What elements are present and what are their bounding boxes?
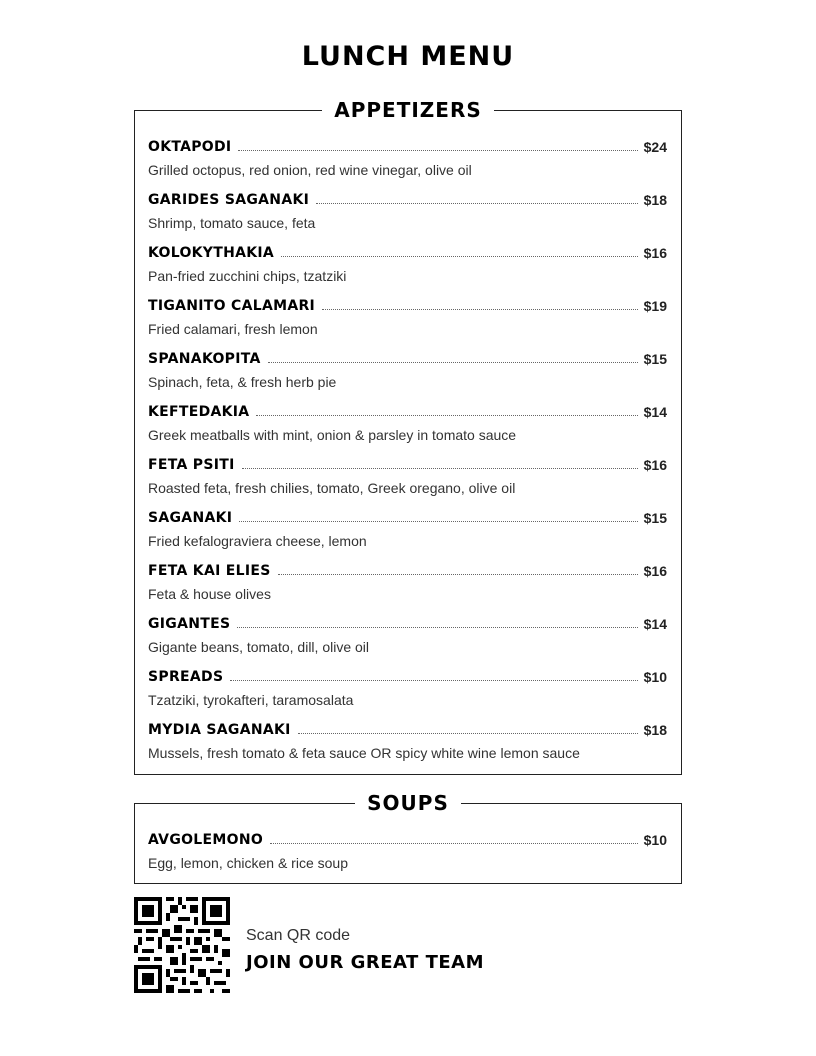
menu-item <box>148 399 667 452</box>
dotted-leader <box>322 309 638 310</box>
menu-item <box>148 346 667 399</box>
item-price: $15 <box>643 351 667 367</box>
item-description: Egg, lemon, chicken & rice soup <box>148 855 348 871</box>
dotted-leader <box>281 256 638 257</box>
item-description: Spinach, feta, & fresh herb pie <box>148 374 337 390</box>
menu-item <box>148 611 667 664</box>
item-price: $16 <box>643 245 667 261</box>
item-description: Greek meatballs with mint, onion & parsley in tomato sauce <box>148 427 517 443</box>
item-name: FETA PSITI <box>148 457 235 473</box>
item-name: OKTAPODI <box>148 139 232 155</box>
section-title-soups: SOUPS <box>355 790 461 816</box>
menu-item <box>148 187 667 240</box>
qr-code-icon[interactable] <box>134 896 230 994</box>
menu-item <box>148 717 667 770</box>
item-price: $10 <box>643 669 667 685</box>
dotted-leader <box>238 150 637 151</box>
dotted-leader <box>316 203 638 204</box>
item-name: SPANAKOPITA <box>148 351 261 367</box>
item-description: Grilled octopus, red onion, red wine vinegar, olive oil <box>148 162 472 178</box>
item-description: Tzatziki, tyrokafteri, taramosalata <box>148 692 354 708</box>
section-title-appetizers: APPETIZERS <box>322 97 494 123</box>
join-team-link[interactable]: JOIN OUR GREAT TEAM <box>246 952 484 973</box>
menu-item <box>148 664 667 717</box>
item-name: GARIDES SAGANAKI <box>148 192 310 208</box>
menu-item <box>148 558 667 611</box>
dotted-leader <box>298 733 638 734</box>
dotted-leader <box>242 468 638 469</box>
soups-section <box>134 791 682 884</box>
dotted-leader <box>256 415 637 416</box>
item-price: $24 <box>643 139 667 155</box>
dotted-leader <box>230 680 637 681</box>
qr-caption: Scan QR code <box>246 927 351 944</box>
qr-texts <box>246 926 484 974</box>
item-description: Gigante beans, tomato, dill, olive oil <box>148 639 370 655</box>
item-price: $15 <box>643 510 667 526</box>
menu-item <box>148 134 667 187</box>
item-description: Feta & house olives <box>148 586 271 602</box>
item-name: KEFTEDAKIA <box>148 404 250 420</box>
item-name: SAGANAKI <box>148 510 233 526</box>
item-price: $16 <box>643 563 667 579</box>
item-description: Mussels, fresh tomato & feta sauce OR spicy white wine lemon sauce <box>148 745 580 761</box>
item-description: Roasted feta, fresh chilies, tomato, Greek oregano, olive oil <box>148 480 516 496</box>
item-name: GIGANTES <box>148 616 231 632</box>
item-name: TIGANITO CALAMARI <box>148 298 316 314</box>
item-name: AVGOLEMONO <box>148 832 264 848</box>
item-description: Pan-fried zucchini chips, tzatziki <box>148 268 347 284</box>
dotted-leader <box>237 627 637 628</box>
dotted-leader <box>278 574 638 575</box>
item-name: FETA KAI ELIES <box>148 563 271 579</box>
menu-item <box>148 240 667 293</box>
dotted-leader <box>239 521 637 522</box>
menu-item <box>148 505 667 558</box>
appetizers-section <box>134 98 682 775</box>
menu-item <box>148 293 667 346</box>
page-title: LUNCH MENU <box>301 41 515 72</box>
dotted-leader <box>270 843 638 844</box>
item-name: SPREADS <box>148 669 224 685</box>
item-price: $16 <box>643 457 667 473</box>
menu-item <box>148 827 667 880</box>
item-description: Fried calamari, fresh lemon <box>148 321 318 337</box>
item-description: Fried kefalograviera cheese, lemon <box>148 533 367 549</box>
item-description: Shrimp, tomato sauce, feta <box>148 215 316 231</box>
item-name: KOLOKYTHAKIA <box>148 245 275 261</box>
item-price: $14 <box>643 404 667 420</box>
item-price: $14 <box>643 616 667 632</box>
item-price: $19 <box>643 298 667 314</box>
item-price: $18 <box>643 192 667 208</box>
item-price: $10 <box>643 832 667 848</box>
menu-item <box>148 452 667 505</box>
item-name: MYDIA SAGANAKI <box>148 722 291 738</box>
dotted-leader <box>268 362 638 363</box>
item-price: $18 <box>643 722 667 738</box>
